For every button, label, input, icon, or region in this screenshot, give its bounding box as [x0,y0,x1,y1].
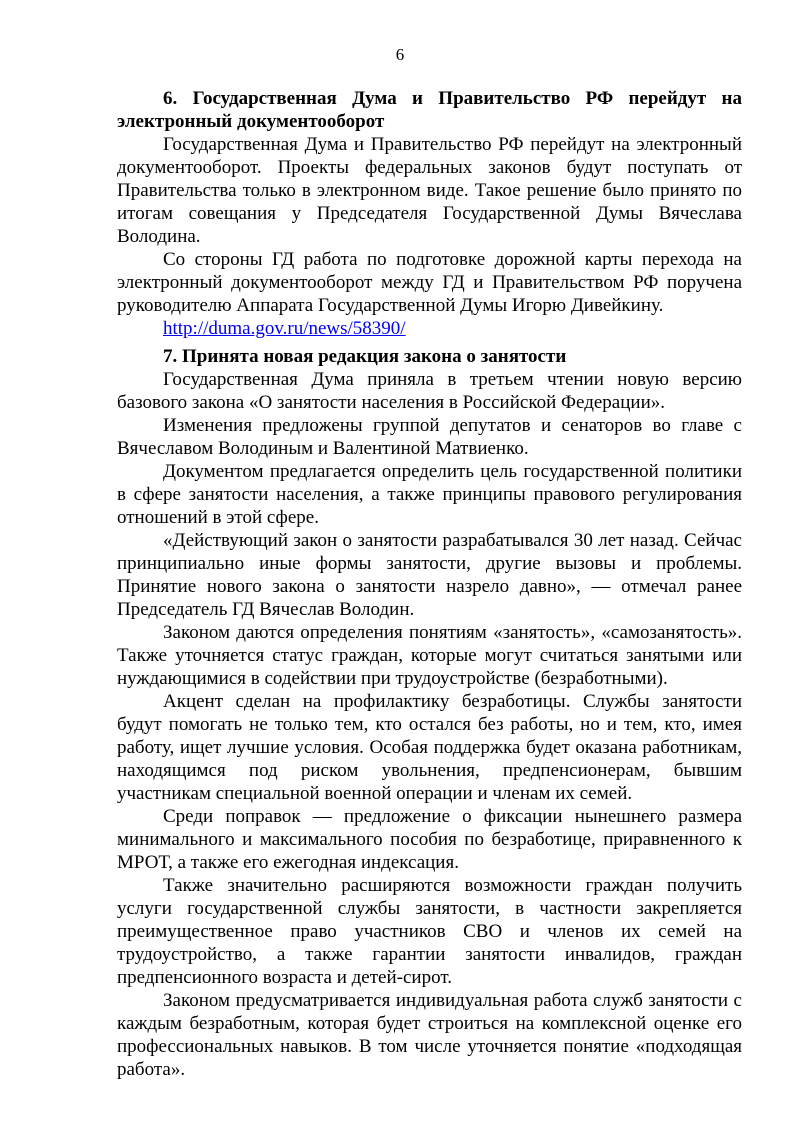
section-2-paragraph-4: «Действующий закон о занятости разрабатывался 30 лет назад. Сейчас принципиально иные формы занятости, другие вызовы и проблемы. Принятие нового закона о занятости назрело давно», — отмечал ранее Председатель ГД Вячеслав Володин. [117,530,742,620]
section-2-paragraph-2: Изменения предложены группой депутатов и сенаторов во главе с Вячеславом Володиным и Валентиной Матвиенко. [117,415,742,459]
news-link[interactable]: http://duma.gov.ru/news/58390/ [163,318,406,339]
section-1 [117,87,742,340]
section-2-paragraph-9: Законом предусматривается индивидуальная работа служб занятости с каждым безработным, которая будет строиться на комплексной оценке его профессиональных навыков. В том числе уточняется понятие «подходящая работа». [117,990,742,1080]
section-1-heading: 6. Государственная Дума и Правительство РФ перейдут на электронный документооборот [117,88,742,132]
section-2-paragraph-8: Также значительно расширяются возможности граждан получить услуги государственной службы занятости, в частности закрепляется преимущественное право участников СВО и членов их семей на трудоустройство, а также гарантии занятости инвалидов, граждан предпенсионного возраста и детей-сирот. [117,875,742,988]
page-number: 6 [395,45,405,64]
section-1-paragraph-1: Государственная Дума и Правительство РФ перейдут на электронный документооборот. Проекты федеральных законов будут поступать от Правительства только в электронном виде. Такое решение было принято по итогам совещания у Председателя Государственной Думы Вячеслава Володина. [117,134,742,247]
section-1-paragraph-2: Со стороны ГД работа по подготовке дорожной карты перехода на электронный документооборот между ГД и Правительством РФ поручена руководителю Аппарата Государственной Думы Игорю Дивейкину. [117,249,742,316]
section-2-paragraph-5: Законом даются определения понятиям «занятость», «самозанятость». Также уточняется статус граждан, которые могут считаться занятыми или нуждающимися в содействии при трудоустройстве (безработными). [117,622,742,689]
section-2-heading: 7. Принята новая редакция закона о занятости [163,346,567,367]
section-2-paragraph-7: Среди поправок — предложение о фиксации нынешнего размера минимального и максимального пособия по безработице, приравненного к МРОТ, а также его ежегодная индексация. [117,806,742,873]
section-2 [117,345,742,1081]
section-2-paragraph-3: Документом предлагается определить цель государственной политики в сфере занятости населения, а также принципы правового регулирования отношений в этой сфере. [117,461,742,528]
section-2-paragraph-6: Акцент сделан на профилактику безработицы. Службы занятости будут помогать не только тем, кто остался без работы, но и тем, кто, имея работу, ищет лучшие условия. Особая поддержка будет оказана работникам, находящимся под риском увольнения, предпенсионерам, бывшим участникам специальной военной операции и членам их семей. [117,691,742,804]
section-2-paragraph-1: Государственная Дума приняла в третьем чтении новую версию базового закона «О занятости населения в Российской Федерации». [117,369,742,413]
